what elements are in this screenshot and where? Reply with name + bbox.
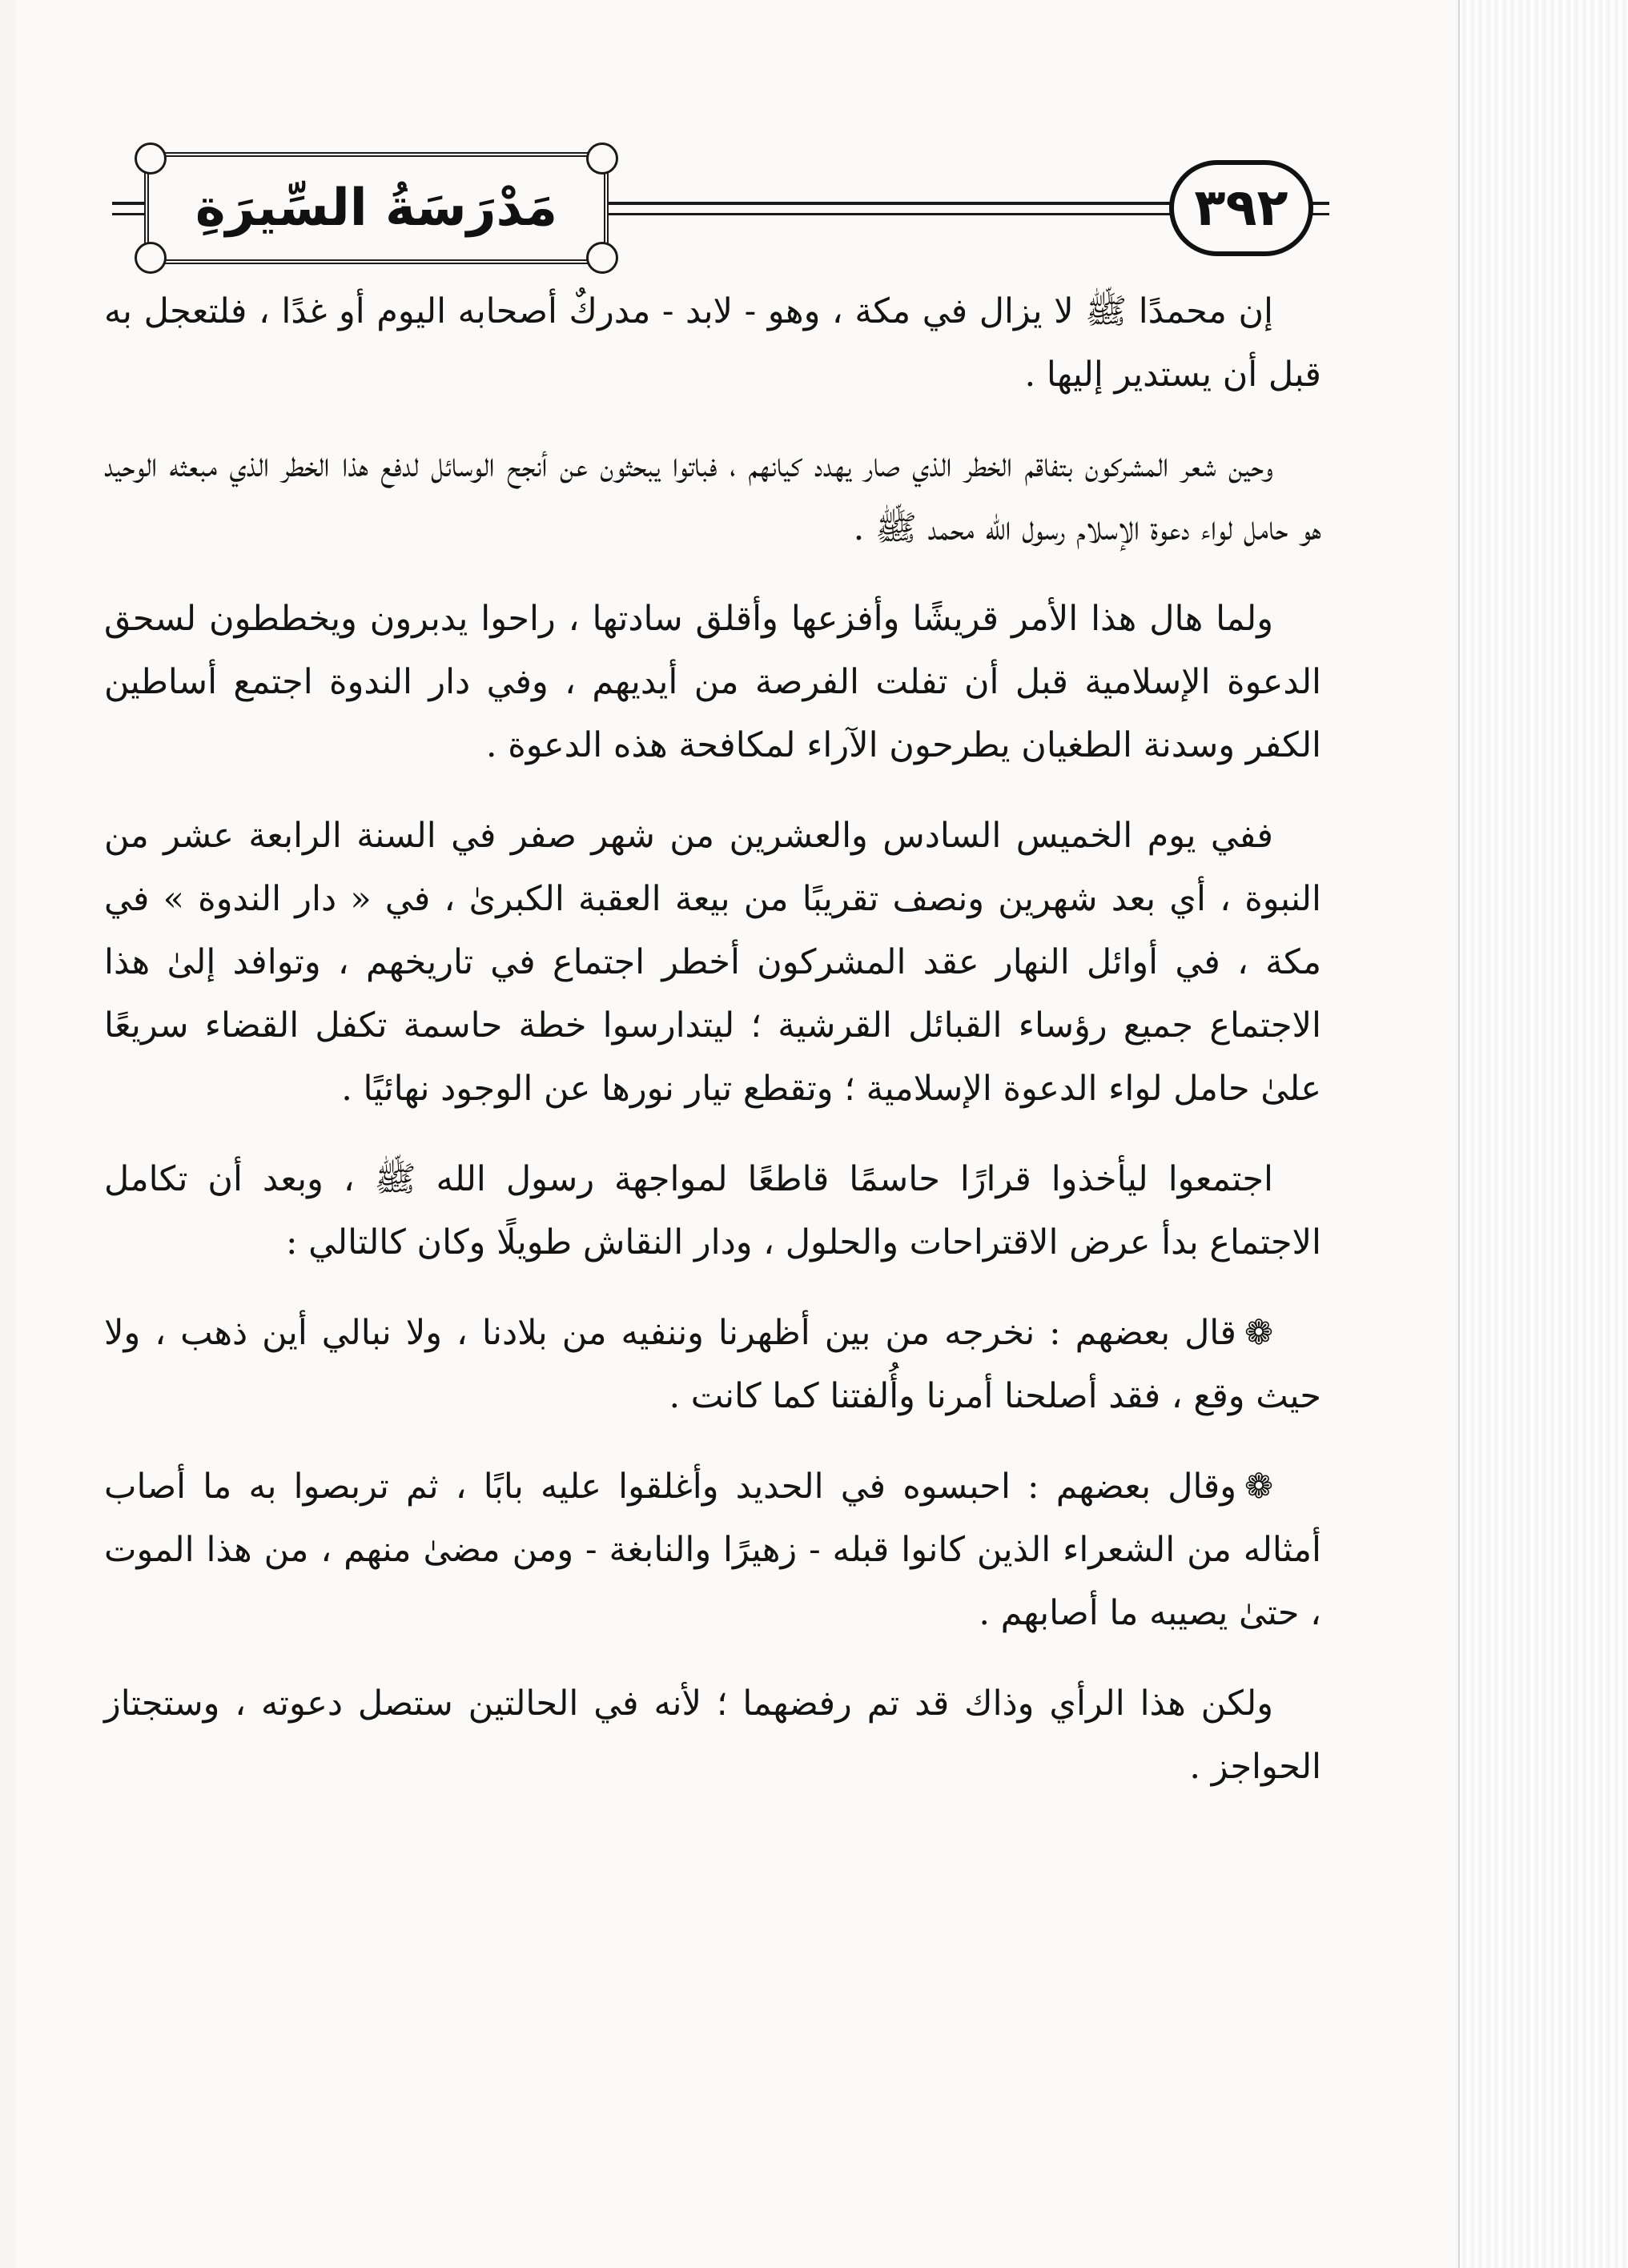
running-title-frame xyxy=(144,152,609,264)
flower-bullet-icon: ❁ xyxy=(1244,1467,1273,1507)
ornament-corner-icon xyxy=(135,242,167,274)
book-page-edges xyxy=(1458,0,1628,2268)
paragraph: ففي يوم الخميس السادس والعشرين من شهر صفر في السنة الرابعة عشر من النبوة ، أي بعد شهرين ونصف تقريبًا من بيعة العقبة الكبرىٰ ، في « دار الندوة » في مكة ، في أوائل النهار عقد المشركون أخطر اجتماع في تاريخهم ، وتوافد إلىٰ هذا الاجتماع جميع رؤساء القبائل القرشية ؛ ليتدارسوا خطة حاسمة تكفل القضاء سريعًا علىٰ حامل لواء الدعوة الإسلامية ؛ وتقطع تيار نورها عن الوجود نهائيًا . xyxy=(104,816,1321,1109)
page-header xyxy=(112,144,1329,272)
ornament-corner-icon xyxy=(586,143,618,175)
page-number: ٣٩٢ xyxy=(1169,160,1313,256)
bullet-text: وقال بعضهم : احبسوه في الحديد وأغلقوا عليه بابًا ، ثم تربصوا به ما أصاب أمثاله من الشعراء الذين كانوا قبله - زهيرًا والنابغة - ومن مضىٰ منهم ، من هذا الموت ، حتىٰ يصيبه ما أصابهم . xyxy=(104,1467,1321,1633)
main-text xyxy=(104,280,1321,1826)
bullet-text: قال بعضهم : نخرجه من بين أظهرنا وننفيه من بلادنا ، ولا نبالي أين ذهب ، ولا حيث وقع ، فقد أصلحنا أمرنا وأُلفتنا كما كانت . xyxy=(104,1313,1321,1416)
paragraph: ولما هال هذا الأمر قريشًا وأفزعها وأقلق سادتها ، راحوا يدبرون ويخططون لسحق الدعوة الإسلامية قبل أن تفلت الفرصة من أيديهم ، وفي دار الندوة اجتمع أساطين الكفر وسدنة الطغيان يطرحون الآراء لمكافحة هذه الدعوة . xyxy=(104,599,1321,765)
paragraph: إن محمدًا ﷺ لا يزال في مكة ، وهو - لابد - مدركٌ أصحابه اليوم أو غدًا ، فلتعجل به قبل أن يستدير إليها . xyxy=(104,291,1321,395)
ornament-corner-icon xyxy=(135,143,167,175)
running-title: مَدْرَسَةُ السِّيرَةِ xyxy=(195,179,558,238)
ornament-corner-icon xyxy=(586,242,618,274)
bullet-paragraph xyxy=(104,1455,1321,1645)
bullet-paragraph xyxy=(104,1302,1321,1428)
paragraph: اجتمعوا ليأخذوا قرارًا حاسمًا قاطعًا لمواجهة رسول الله ﷺ ، وبعد أن تكامل الاجتماع بدأ عرض الاقتراحات والحلول ، ودار النقاش طويلًا وكان كالتالي : xyxy=(104,1159,1321,1262)
paragraph: وحين شعر المشركون بتفاقم الخطر الذي صار يهدد كيانهم ، فباتوا يبحثون عن أنجح الوسائل لدفع هذا الخطر الذي مبعثه الوحيد هو حامل لواء دعوة الإسلام رسول الله محمد ﷺ . xyxy=(104,445,1321,548)
flower-bullet-icon: ❁ xyxy=(1244,1313,1273,1353)
closing-paragraph: ولكن هذا الرأي وذاك قد تم رفضهما ؛ لأنه في الحالتين ستصل دعوته ، وستجتاز الحواجز . xyxy=(104,1684,1321,1787)
